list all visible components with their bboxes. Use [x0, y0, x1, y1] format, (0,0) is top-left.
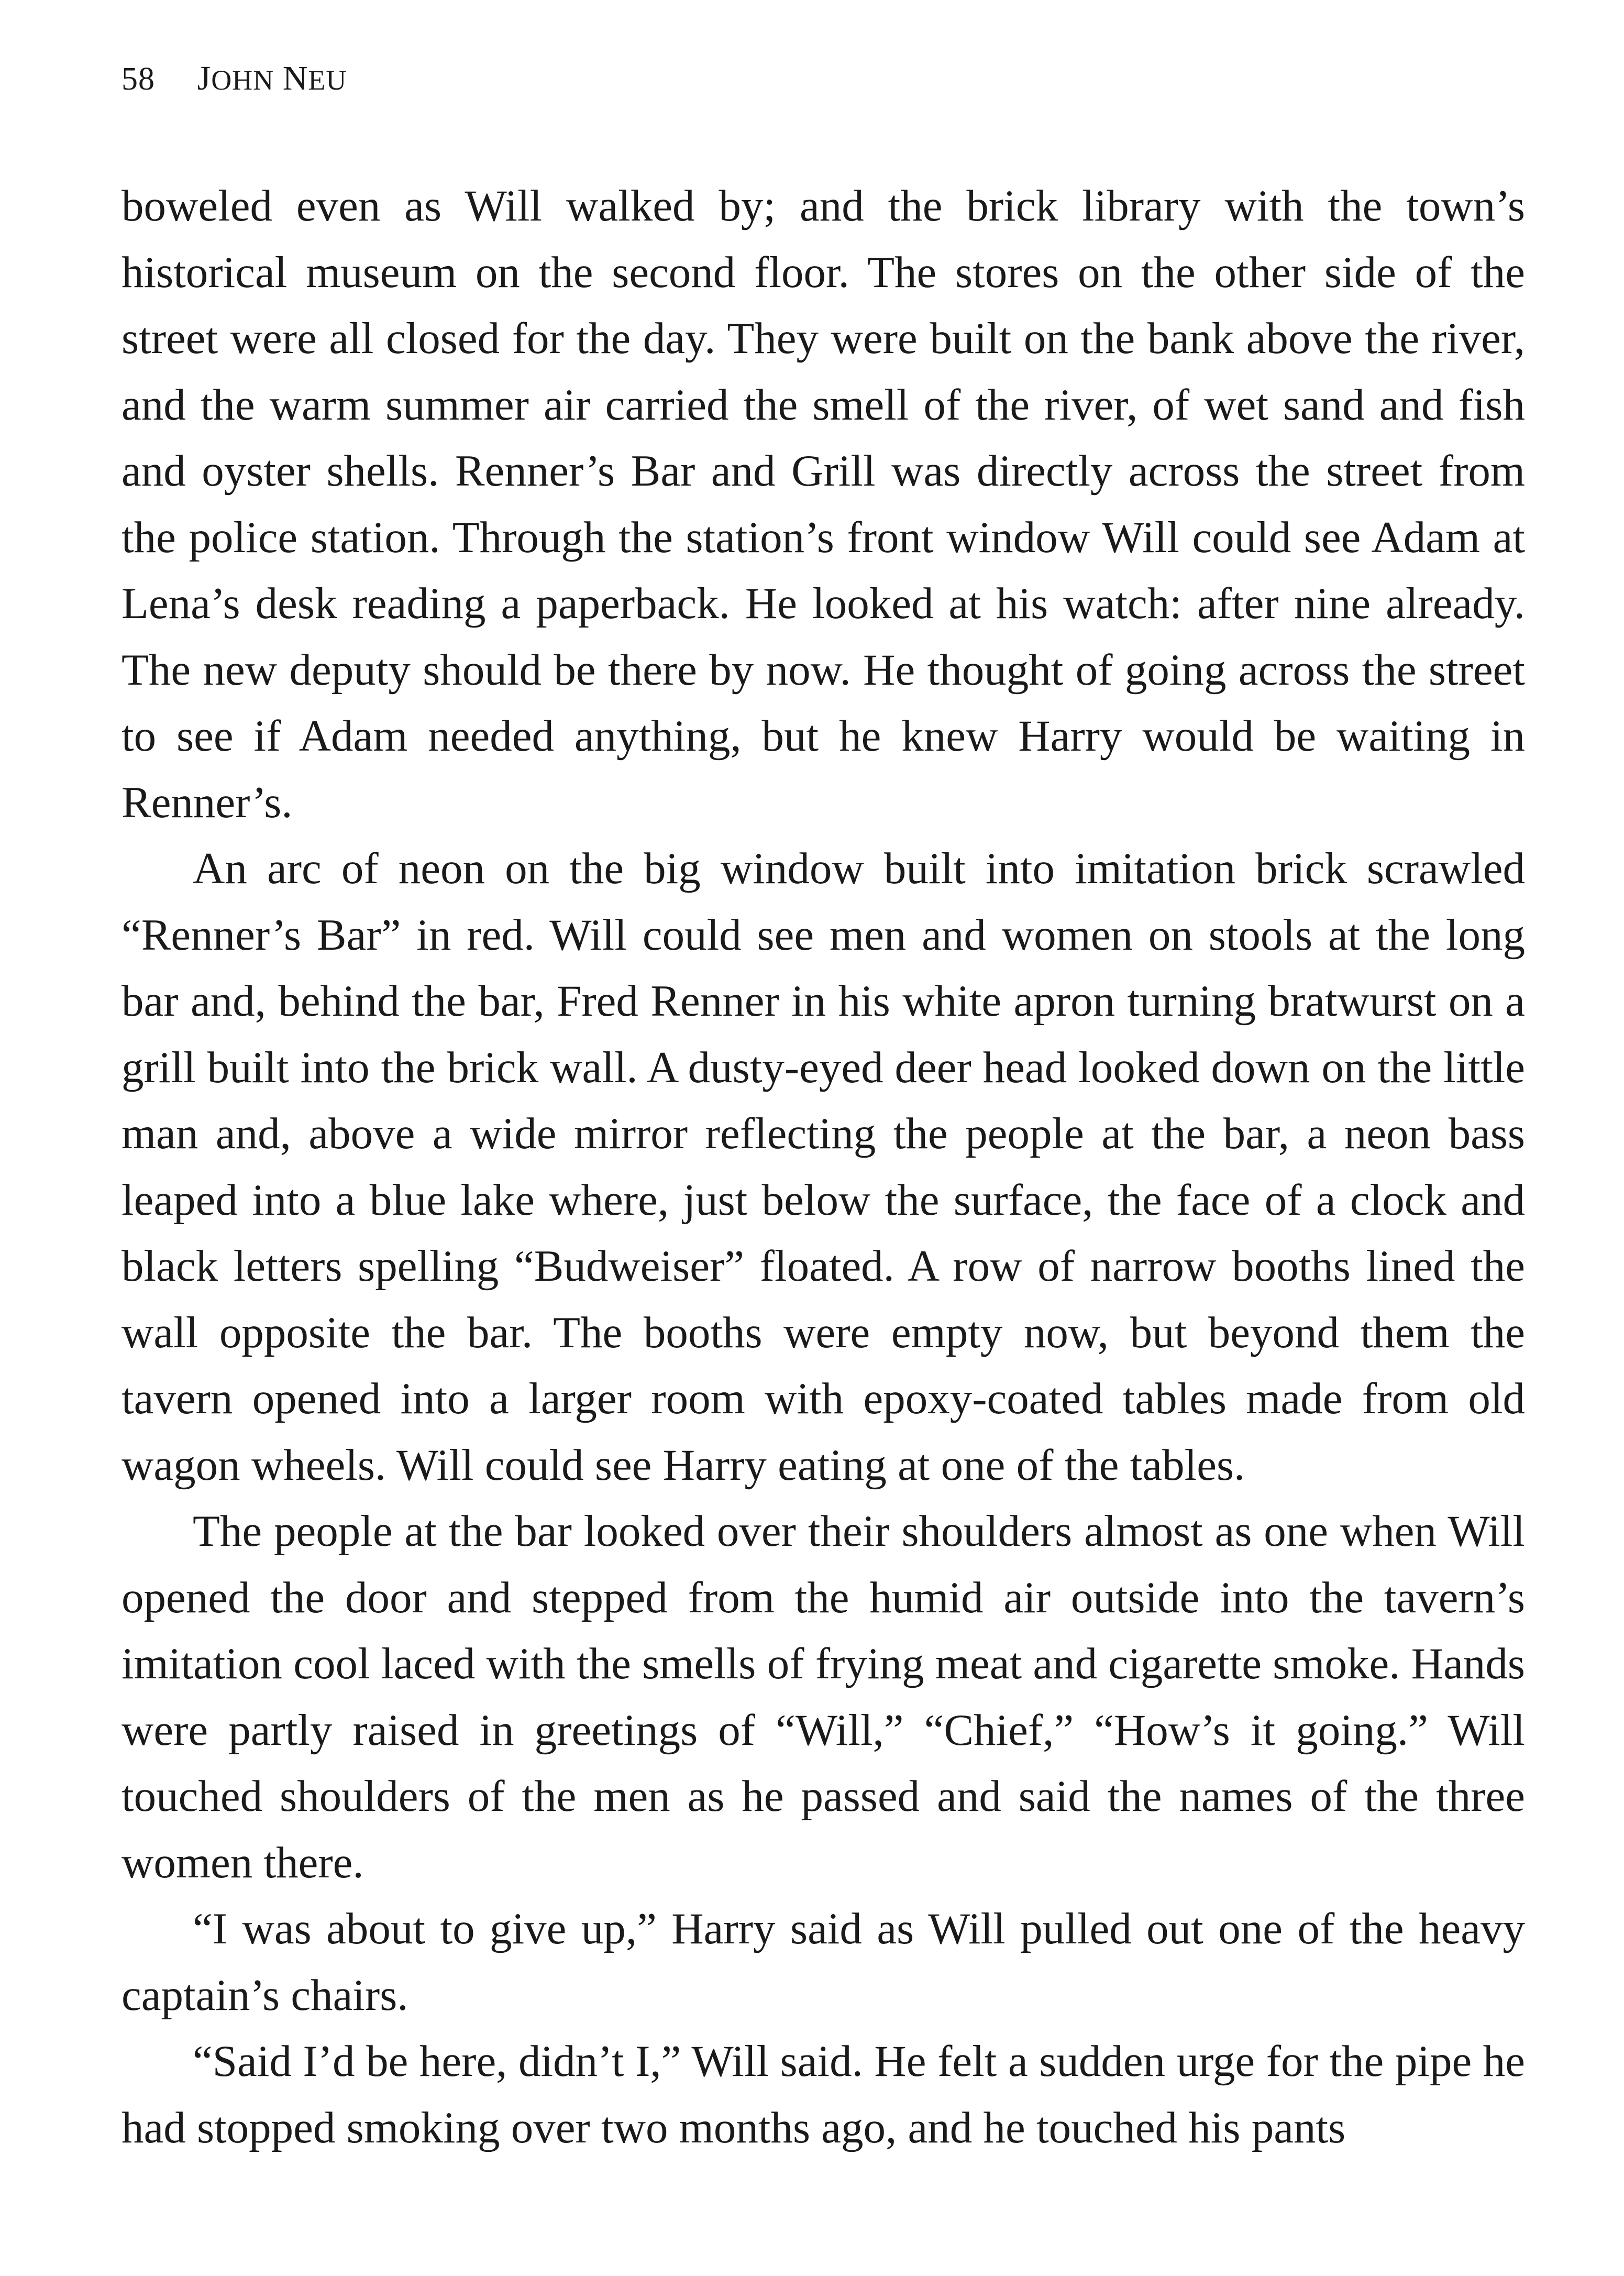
running-head — [121, 58, 347, 101]
author-name — [197, 58, 347, 101]
author-last-rest: EU — [308, 64, 347, 96]
author-first-rest: OHN — [211, 64, 274, 96]
paragraph-4: “I was about to give up,” Harry said as Will pulled out one of the heavy captain’s chairs. — [121, 1904, 1525, 2020]
paragraph-5: “Said I’d be here, didn’t I,” Will said. He felt a sudden urge for the pipe he had stopped smoking over two months ago, and he touched his pants — [121, 2037, 1525, 2152]
page-number: 58 — [121, 61, 155, 97]
paragraph-2: An arc of neon on the big window built into imitation brick scrawled “Renner’s Bar” in red. Will could see men and women on stools at the long bar and, behind the bar, Fred Renner in his white apron turning bratwurst on a grill built into the brick wall. A dusty-eyed deer head looked down on the little man and, above a wide mirror reflecting the people at the bar, a neon bass leaped into a blue lake where, just below the surface, the face of a clock and black letters spelling “Budweiser” floated. A row of narrow booths lined the wall opposite the bar. The booths were empty now, but beyond them the tavern opened into a larger room with epoxy-coated tables made from old wagon wheels. Will could see Harry eating at one of the tables. — [121, 844, 1525, 1490]
author-last-initial: N — [282, 59, 308, 97]
body-text — [121, 173, 1525, 2161]
author-first-initial: J — [197, 59, 212, 97]
paragraph-3: The people at the bar looked over their shoulders almost as one when Will opened the door and stepped from the humid air outside into the tavern’s imitation cool laced with the smells of frying meat and cigarette smoke. Hands were partly raised in greetings of “Will,” “Chief,” “How’s it going.” Will touched shoulders of the men as he passed and said the names of the three women there. — [121, 1507, 1525, 1887]
paragraph-1: boweled even as Will walked by; and the brick library with the town’s historical museum on the second floor. The stores on the other side of the street were all closed for the day. They were built on the bank above the river, and the warm summer air carried the smell of the river, of wet sand and fish and oyster shells. Renner’s Bar and Grill was directly across the street from the police station. Through the station’s front window Will could see Adam at Lena’s desk reading a paperback. He looked at his watch: after nine already. The new deputy should be there by now. He thought of going across the street to see if Adam needed anything, but he knew Harry would be waiting in Renner’s. — [121, 181, 1525, 827]
